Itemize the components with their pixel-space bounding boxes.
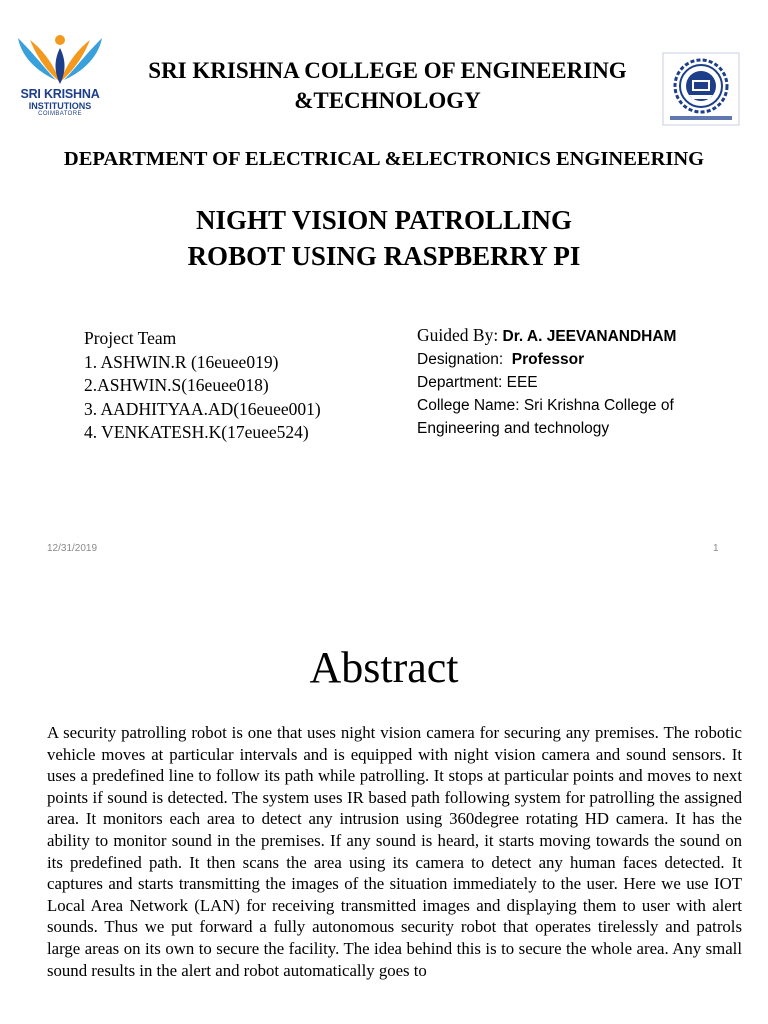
team-member: 2.ASHWIN.S(16euee018): [84, 375, 269, 395]
project-team: [84, 327, 384, 445]
department-value: EEE: [506, 374, 538, 391]
guided-by-value: Dr. A. JEEVANANDHAM: [502, 328, 677, 345]
logo-text-institutions: INSTITUTIONS: [28, 101, 92, 111]
abstract-title: Abstract: [309, 643, 459, 692]
department-label: Department:: [417, 374, 503, 391]
college-value-line2: Engineering and technology: [417, 420, 610, 437]
slide-number: 1: [713, 543, 719, 554]
department-row: [417, 371, 747, 394]
guide-details: [417, 324, 747, 440]
college-value-line1: Sri Krishna College of: [523, 397, 674, 414]
team-member: 1. ASHWIN.R (16euee019): [84, 351, 279, 372]
designation-value: Professor: [511, 351, 585, 368]
project-title-line2: ROBOT USING RASPBERRY PI: [187, 241, 581, 271]
college-emblem: [662, 52, 740, 126]
guided-by-row: [417, 324, 747, 348]
guided-by-label: Guided By:: [417, 325, 499, 345]
team-heading: Project Team: [84, 328, 177, 348]
project-title: [60, 202, 708, 274]
team-member: 3. AADHITYAA.AD(16euee001): [84, 398, 321, 419]
sri-krishna-logo: [12, 30, 108, 130]
abstract-slide: [0, 572, 768, 1024]
college-emblem-icon: [662, 52, 740, 126]
logo-text-city: COIMBATORE: [38, 111, 82, 117]
abstract-body: A security patrolling robot is one that uses night vision camera for securing any premises. The robotic vehicle moves at particular intervals and is equipped with night vision camera and sound sensors. It uses a predefined line to follow its path while patrolling. It stops at particular points and moves to next points if sound is detected. The system uses IR based path following system for patrolling the assigned area. It monitors each area to detect any intrusion using 360degree rotating HD camera. It has the ability to monitor sound in the premises. If any sound is heard, it starts moving towards the sound on its predefined path. It then scans the area using its camera to detect any human faces detected. It captures and starts transmitting the images of the situation immediately to the user. Here we use IOT Local Area Network (LAN) for receiving transmitted images and displaying them to user with alert sounds. Thus we put forward a fully autonomous security robot that operates tirelessly and patrols large areas on its own to secure the facility. The idea behind this is to secure the whole area. Any small sound results in the alert and robot automatically goes to: [47, 723, 742, 980]
lotus-icon: [12, 30, 108, 88]
department-name: DEPARTMENT OF ELECTRICAL &ELECTRONICS ENGINEERING: [63, 148, 705, 170]
college-label: College Name:: [417, 397, 520, 414]
logo-text-name: SRI KRISHNA: [20, 87, 100, 101]
designation-label: Designation:: [417, 351, 504, 368]
project-title-line1: NIGHT VISION PATROLLING: [195, 205, 573, 235]
college-row: [417, 394, 747, 417]
team-member: 4. VENKATESH.K(17euee524): [84, 422, 309, 442]
college-name: SRI KRISHNA COLLEGE OF ENGINEERING &TECHNOLOGY: [148, 58, 627, 113]
designation-row: [417, 348, 747, 371]
slide-date: 12/31/2019: [47, 543, 98, 554]
